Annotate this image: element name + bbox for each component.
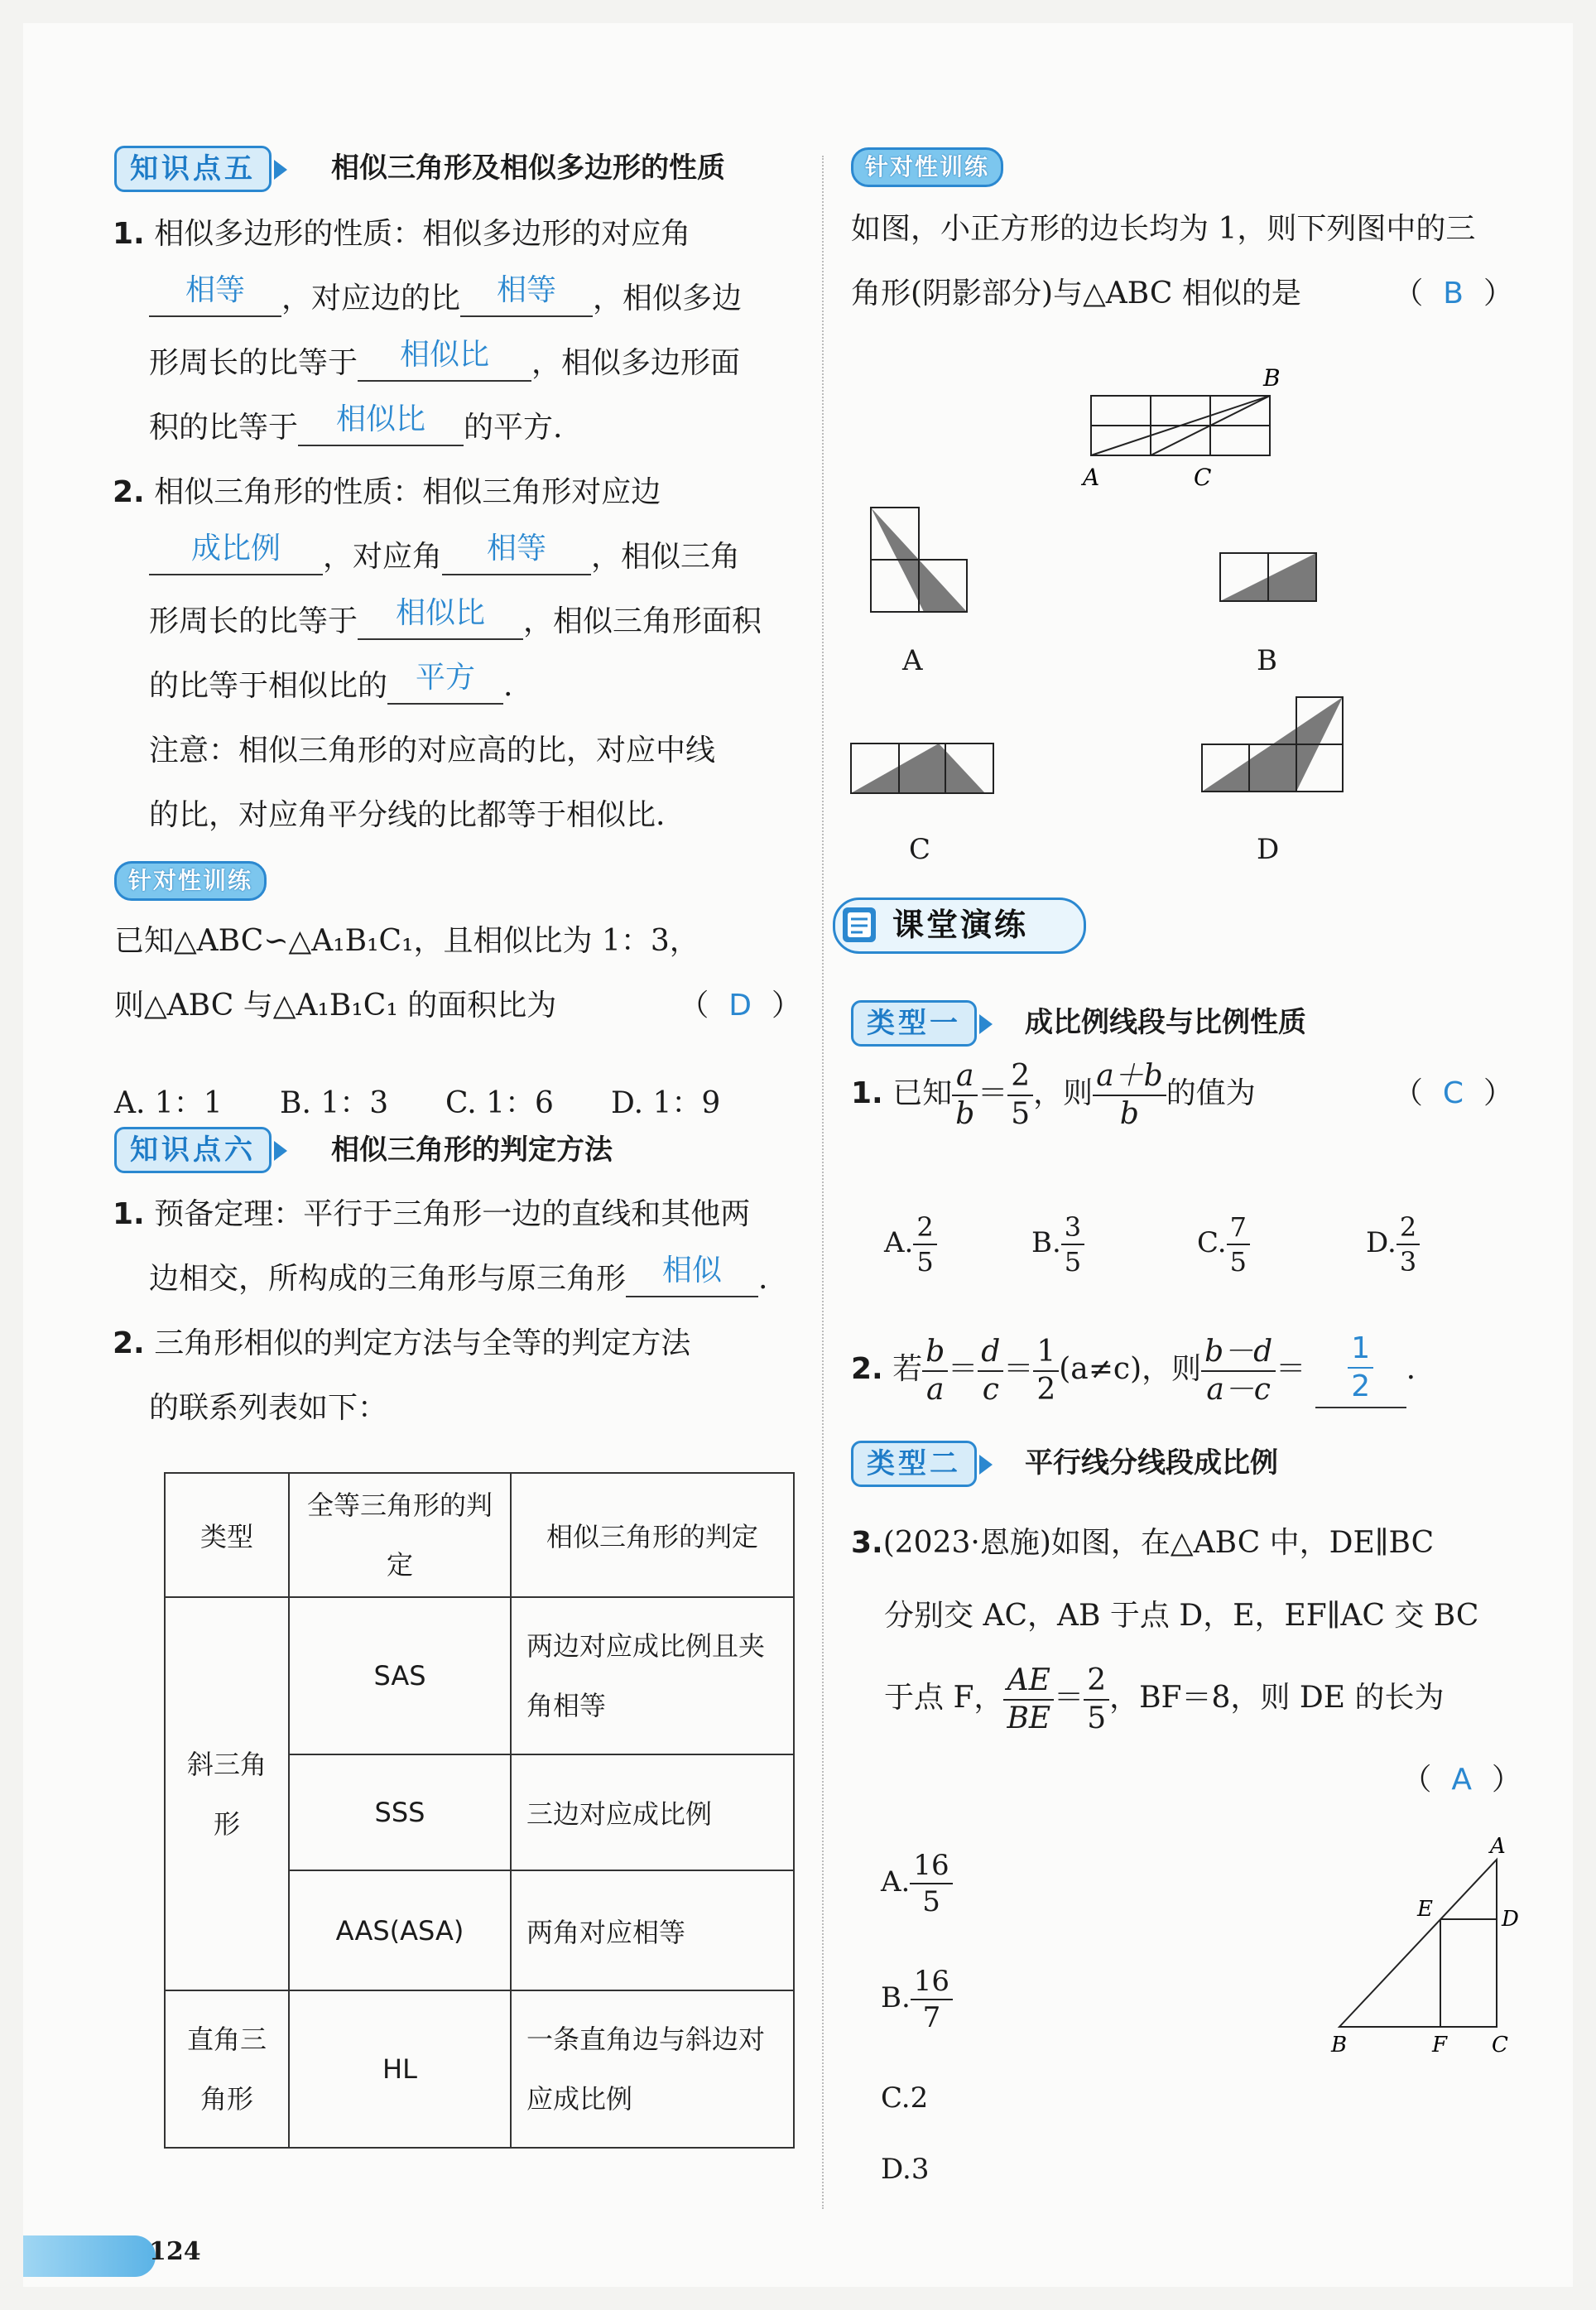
text: 若 — [892, 1352, 923, 1386]
kp6-items — [113, 1182, 800, 1441]
question-line: 如图，小正方形的边长均为 1，则下列图中的三 — [851, 212, 1476, 246]
fraction: $\frac{b}{a}$ — [922, 1337, 948, 1405]
option: A. $\frac{2}{5}$ — [884, 1214, 937, 1275]
label-d: D — [1502, 1907, 1519, 1932]
fraction: $\frac{b-d}{a-c}$ — [1201, 1337, 1276, 1405]
label-c: C — [1492, 2033, 1508, 2057]
kp5-tag: 知识点五 — [114, 146, 272, 192]
column-divider — [822, 156, 824, 2209]
right-triangle-cell: 直角三角形 — [165, 1990, 289, 2148]
text: 相似多边形的性质：相似多边形的对应角 — [154, 217, 691, 251]
answer: A — [1451, 1763, 1472, 1797]
text: 边相交，所构成的三角形与原三角形 — [149, 1262, 627, 1296]
answer-blank: 相似 — [626, 1263, 758, 1297]
text: 形周长的比等于 — [149, 346, 358, 380]
answer: C — [1442, 1076, 1464, 1110]
option-b-label: B — [1257, 644, 1277, 677]
text: . — [758, 1262, 768, 1296]
similar-rule: 三边对应成比例 — [511, 1754, 794, 1870]
fraction: $\frac{AE}{BE}$ — [1003, 1666, 1054, 1734]
shaded-triangle — [851, 744, 985, 793]
option-b-figure — [1199, 545, 1331, 619]
question-line: 角形(阴影部分)与△ABC 相似的是 — [851, 277, 1301, 310]
answer-bracket: （ A ） — [1401, 1763, 1521, 1797]
fraction: $\frac{d}{c}$ — [978, 1337, 1003, 1405]
label-b: B — [1263, 364, 1281, 392]
header-similar: 相似三角形的判定 — [511, 1473, 794, 1597]
fraction: $\frac{a}{b}$ — [952, 1061, 978, 1129]
text: ，对应边的比 — [281, 282, 461, 315]
question-line: 已知△ABC∽△A₁B₁C₁，且相似比为 1：3， — [114, 924, 699, 958]
text: (a≠c)，则 — [1059, 1352, 1202, 1386]
label-e: E — [1417, 1897, 1433, 1922]
congruent-rule: HL — [289, 1990, 511, 2148]
text: 的值为 — [1166, 1076, 1256, 1110]
text: ，相似多边 — [593, 282, 743, 315]
item-number: 2. — [113, 1326, 145, 1360]
oblique-triangle-cell: 斜三角形 — [165, 1597, 289, 1990]
option-d-label: D — [1257, 833, 1280, 866]
question-line: 则△ABC 与△A₁B₁C₁ 的面积比为 — [114, 989, 557, 1023]
practice2-question — [851, 197, 1513, 326]
page-number: 124 — [149, 2237, 201, 2266]
text: 的联系列表如下： — [149, 1391, 388, 1425]
text: ，则 — [1033, 1076, 1094, 1110]
similar-rule: 两边对应成比例且夹角相等 — [511, 1597, 794, 1754]
question-line: 分别交 AC，AB 于点 D，E，EF∥AC 交 BC — [884, 1599, 1479, 1633]
kp5-item1 — [113, 202, 800, 460]
label-f: F — [1432, 2033, 1448, 2057]
q3-option: B. $\frac{16}{7}$ — [881, 1967, 953, 2032]
q3-option: D.3 — [881, 2153, 930, 2186]
similar-rule: 一条直角边与斜边对应成比例 — [511, 1990, 794, 2148]
option: A. 1：1 — [114, 1086, 223, 1120]
option-c-label: C — [909, 833, 931, 866]
fraction: $\frac{2}{5}$ — [1007, 1061, 1033, 1129]
header-type: 类型 — [165, 1473, 289, 1597]
type2-tag: 类型二 — [851, 1441, 977, 1487]
text: 三角形相似的判定方法与全等的判定方法 — [154, 1326, 691, 1360]
classroom-title: 课堂演练 — [892, 907, 1029, 943]
item-number: 1. — [113, 217, 145, 251]
answer-blank: $\frac{1}{2}$ — [1315, 1334, 1406, 1408]
text: 于点 F， — [884, 1681, 1004, 1715]
note-line: 的比，对应角平分线的比都等于相似比. — [149, 798, 666, 832]
comparison-table — [164, 1472, 795, 2149]
answer-blank: 相等 — [149, 282, 281, 317]
practice-tag: 针对性训练 — [851, 147, 1003, 187]
item-number: 3. — [851, 1526, 883, 1560]
item-number: 2. — [851, 1352, 883, 1386]
kp6-tag: 知识点六 — [114, 1127, 272, 1173]
q3-option: A. $\frac{16}{5}$ — [881, 1851, 953, 1916]
option: C. 1：6 — [445, 1086, 554, 1120]
answer: D — [728, 989, 752, 1023]
answer-blank: 相等 — [442, 541, 591, 575]
fraction: $\frac{a+b}{b}$ — [1093, 1061, 1166, 1129]
kp6-title: 相似三角形的判定方法 — [331, 1133, 613, 1167]
option: B. 1：3 — [280, 1086, 389, 1120]
answer-bracket: （ C ） — [1392, 1076, 1513, 1110]
type2-title: 平行线分线段成比例 — [1025, 1446, 1278, 1480]
text: ，相似三角 — [591, 540, 741, 574]
reference-figure-abc — [1058, 363, 1306, 495]
classroom-header — [833, 898, 1089, 955]
option: C. $\frac{7}{5}$ — [1197, 1214, 1250, 1275]
answer-blank: 平方 — [387, 670, 503, 705]
label-a: A — [1083, 464, 1100, 491]
text: 预备定理：平行于三角形一边的直线和其他两 — [154, 1197, 751, 1231]
notebook-icon — [839, 904, 884, 946]
answer-blank: 相似比 — [358, 347, 531, 382]
header-congruent: 全等三角形的判定 — [289, 1473, 511, 1597]
item-number: 2. — [113, 475, 145, 509]
type1-title: 成比例线段与比例性质 — [1025, 1006, 1306, 1039]
q3-figure — [1315, 1828, 1521, 2060]
kp5-item2 — [113, 460, 800, 848]
q3: 3.(2023·恩施)如图，在△ABC 中，DE∥BC 分别交 AC，AB 于点 D，E，EF∥AC 交 BC 于点 F， $\frac{AE}{BE}$ ＝ $\frac{2}{5}$ ，BF＝8，则 DE 的长为 （ A ） — [851, 1507, 1521, 1817]
option-d-figure — [1190, 686, 1356, 810]
congruent-rule: AAS(ASA) — [289, 1870, 511, 1990]
option: D. 1：9 — [611, 1086, 721, 1120]
congruent-rule: SAS — [289, 1597, 511, 1754]
practice-tag: 针对性训练 — [114, 861, 267, 901]
option: B. $\frac{3}{5}$ — [1031, 1214, 1084, 1275]
question-line: (2023·恩施)如图，在△ABC 中，DE∥BC — [882, 1526, 1435, 1560]
text: 的平方. — [464, 411, 563, 445]
answer-blank: 相等 — [460, 282, 593, 317]
kp5-title: 相似三角形及相似多边形的性质 — [331, 152, 725, 185]
item-number: 1. — [113, 1197, 145, 1231]
text: ，BF＝8，则 DE 的长为 — [1109, 1681, 1445, 1715]
triangle-abc — [1339, 1860, 1497, 2027]
text: 积的比等于 — [149, 411, 299, 445]
fraction: $\frac{2}{5}$ — [1084, 1666, 1109, 1734]
label-c: C — [1194, 464, 1212, 491]
note-line: 注意：相似三角形的对应高的比，对应中线 — [149, 734, 716, 768]
answer-blank: 相似比 — [358, 605, 523, 640]
text: 相似三角形的性质：相似三角形对应边 — [154, 475, 661, 509]
congruent-rule: SSS — [289, 1754, 511, 1870]
text: 已知 — [892, 1076, 953, 1110]
practice1-question — [114, 909, 801, 1038]
answer-bracket: （ B ） — [1393, 277, 1513, 310]
q3-option: C.2 — [881, 2081, 929, 2115]
page-tab — [23, 2235, 156, 2277]
label-b: B — [1331, 2033, 1348, 2057]
item-number: 1. — [851, 1076, 883, 1110]
option: D. $\frac{2}{3}$ — [1366, 1214, 1420, 1275]
similar-rule: 两角对应相等 — [511, 1870, 794, 1990]
label-a: A — [1490, 1834, 1506, 1859]
answer: B — [1443, 277, 1464, 310]
answer-bracket: （ D ） — [679, 989, 801, 1023]
fraction: $\frac{1}{2}$ — [1033, 1337, 1059, 1405]
option-a-figure — [851, 499, 983, 623]
q1: 1. 已知 $\frac{a}{b}$ ＝ $\frac{2}{5}$ ，则 $\frac{a+b}{b}$ 的值为 （ C ） — [851, 1056, 1513, 1131]
option-c-figure — [843, 735, 1008, 810]
text: . — [503, 669, 513, 703]
text: ，相似多边形面 — [531, 346, 741, 380]
answer-blank: 相似比 — [298, 411, 464, 446]
text: 的比等于相似比的 — [149, 669, 388, 703]
option-a-label: A — [902, 644, 923, 677]
text: 形周长的比等于 — [149, 604, 358, 638]
text: ，相似三角形面积 — [523, 604, 762, 638]
textbook-page — [23, 23, 1573, 2287]
answer-blank: 成比例 — [149, 541, 323, 575]
q2: 2. 若 $\frac{b}{a}$ ＝ $\frac{d}{c}$ ＝ $\frac{1}{2}$ (a≠c)，则 $\frac{b-d}{a-c}$ ＝ $\frac{1}{2}$ . — [851, 1331, 1416, 1407]
type1-tag: 类型一 — [851, 1000, 977, 1047]
text: ，对应角 — [323, 540, 443, 574]
